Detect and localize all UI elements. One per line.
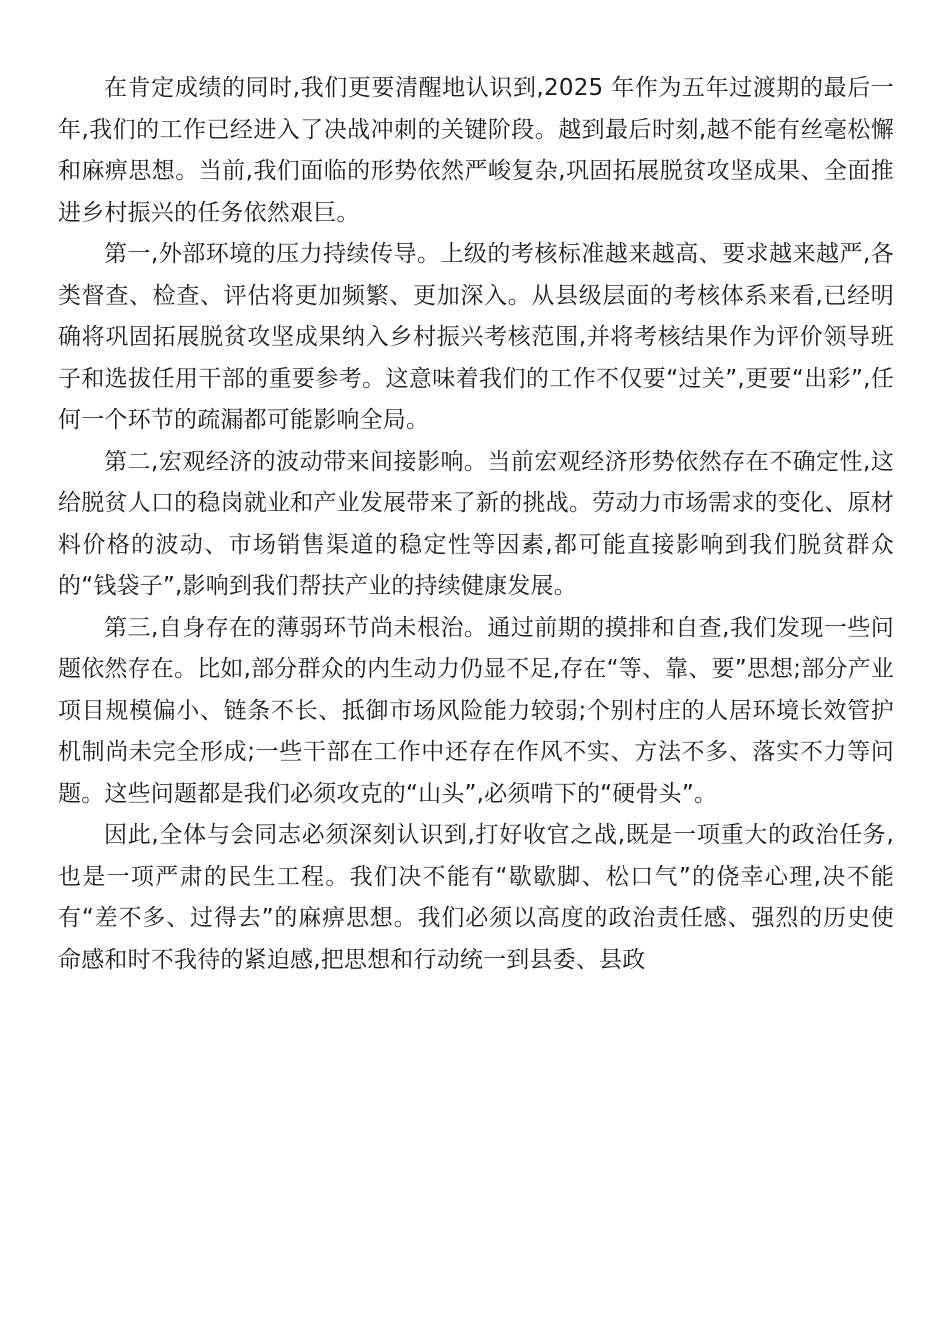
paragraph: 在肯定成绩的同时,我们更要清醒地认识到,2025 年作为五年过渡期的最后一年,我们的工作已经进入了决战冲刺的关键阶段。越到最后时刻,越不能有丝毫松懈和麻痹思想。当前,我们面临的形势依然严峻复杂,巩固拓展脱贫攻坚成果、全面推进乡村振兴的任务依然艰巨。 [58, 75, 894, 226]
document-body [58, 68, 894, 981]
paragraph: 第二,宏观经济的波动带来间接影响。当前宏观经济形势依然存在不确定性,这给脱贫人口的稳岗就业和产业发展带来了新的挑战。劳动力市场需求的变化、原材料价格的波动、市场销售渠道的稳定性等因素,都可能直接影响到我们脱贫群众的“钱袋子”,影响到我们帮扶产业的持续健康发展。 [58, 448, 894, 599]
paragraph: 因此,全体与会同志必须深刻认识到,打好收官之战,既是一项重大的政治任务,也是一项严肃的民生工程。我们决不能有“歇歇脚、松口气”的侥幸心理,决不能有“差不多、过得去”的麻痹思想。我们必须以高度的政治责任感、强烈的历史使命感和时不我待的紧迫感,把思想和行动统一到县委、县政 [58, 822, 894, 973]
paragraph: 第三,自身存在的薄弱环节尚未根治。通过前期的摸排和自查,我们发现一些问题依然存在。比如,部分群众的内生动力仍显不足,存在“等、靠、要”思想;部分产业项目规模偏小、链条不长、抵御市场风险能力较弱;个别村庄的人居环境长效管护机制尚未完全形成;一些干部在工作中还存在作风不实、方法不多、落实不力等问题。这些问题都是我们必须攻克的“山头”,必须啃下的“硬骨头”。 [58, 614, 895, 807]
paragraph: 第一,外部环境的压力持续传导。上级的考核标准越来越高、要求越来越严,各类督查、检查、评估将更加频繁、更加深入。从县级层面的考核体系来看,已经明确将巩固拓展脱贫攻坚成果纳入乡村振兴考核范围,并将考核结果作为评价领导班子和选拔任用干部的重要参考。这意味着我们的工作不仅要“过关”,更要“出彩”,任何一个环节的疏漏都可能影响全局。 [58, 241, 894, 433]
